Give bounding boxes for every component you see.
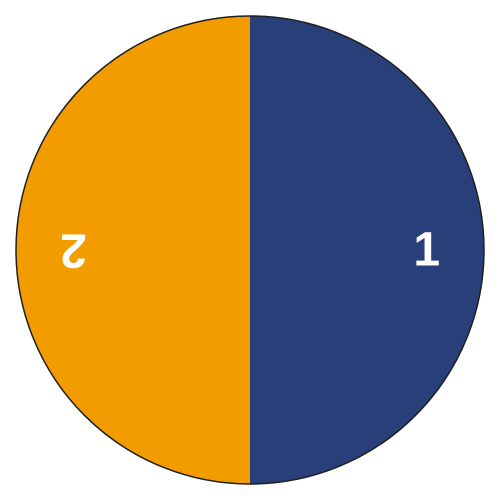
pie-slice-label-2: 2	[59, 223, 87, 277]
pie-slice-2	[16, 16, 250, 484]
pie-slice-1	[250, 16, 484, 484]
pie-slice-label-1: 1	[413, 223, 441, 277]
